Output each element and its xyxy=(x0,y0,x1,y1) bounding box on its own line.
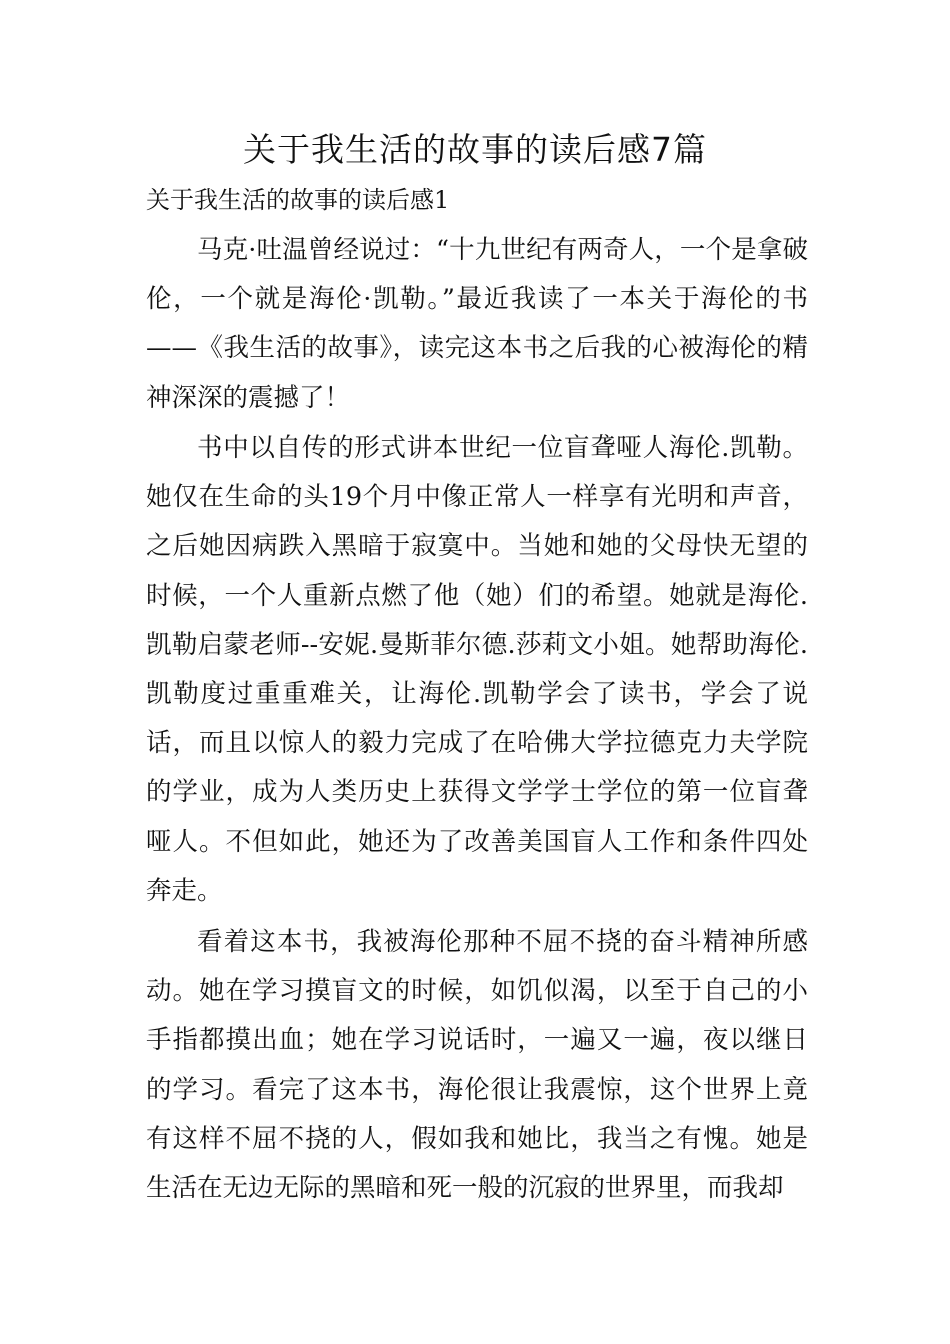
paragraph-3: 看着这本书，我被海伦那种不屈不挠的奋斗精神所感动。她在学习摸盲文的时候，如饥似渴，以至于自己的小手指都摸出血；她在学习说话时，一遍又一遍，夜以继日的学习。看完了这本书，海伦很让我震惊，这个世界上竟有这样不屈不挠的人，假如我和她比，我当之有愧。她是生活在无边无际的黑暗和死一般的沉寂的世界里，而我却 xyxy=(146,927,808,1204)
paragraph-2: 书中以自传的形式讲本世纪一位盲聋哑人海伦.凯勒。她仅在生命的头19个月中像正常人一样享有光明和声音，之后她因病跌入黑暗于寂寞中。当她和她的父母快无望的时候，一个人重新点燃了他（她）们的希望。她就是海伦.凯勒启蒙老师--安妮.曼斯菲尔德.莎莉文小姐。她帮助海伦.凯勒度过重重难关，让海伦.凯勒学会了读书，学会了说话，而且以惊人的毅力完成了在哈佛大学拉德克力夫学院的学业，成为人类历史上获得文学学士学位的第一位盲聋哑人。不但如此，她还为了改善美国盲人工作和条件四处奔走。 xyxy=(146,433,808,906)
paragraph-1: 马克·吐温曾经说过：“十九世纪有两奇人，一个是拿破伦，一个就是海伦·凯勒。”最近我读了一本关于海伦的书——《我生活的故事》，读完这本书之后我的心被海伦的精神深深的震撼了！ xyxy=(146,235,808,413)
document-title: 关于我生活的故事的读后感7篇 xyxy=(243,130,707,169)
section-heading: 关于我生活的故事的读后感1 xyxy=(146,186,450,214)
